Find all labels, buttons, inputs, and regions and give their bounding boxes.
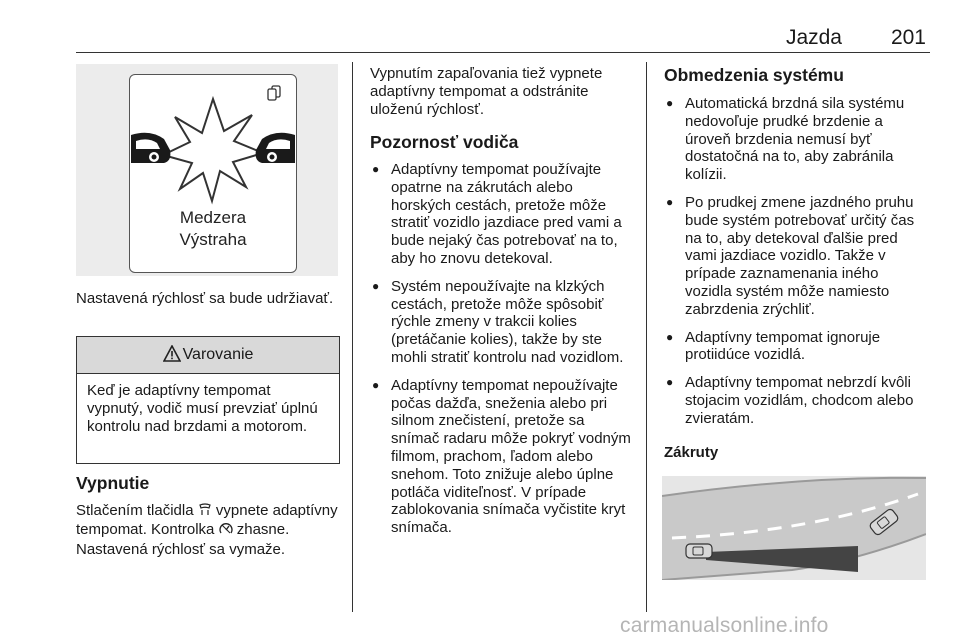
cruise-cancel-icon <box>198 503 212 521</box>
car-ego-icon <box>686 544 712 558</box>
column-divider <box>646 62 647 612</box>
copy-icon <box>268 86 280 100</box>
curve-figure <box>662 476 926 580</box>
section-title: Pozornosť vodiča <box>370 132 519 152</box>
paragraph: Vypnutím zapaľovania tiež vypnete adaptívny tempomat a odstránite uloženú rýchlosť. <box>370 65 603 118</box>
page-header <box>76 22 930 52</box>
column-divider <box>352 62 353 612</box>
text-run: Stlačením tlačidla <box>76 502 198 519</box>
section-vypnutie <box>76 472 340 559</box>
cruise-indicator-icon <box>219 522 233 541</box>
section-title: Obmedzenia systému <box>664 65 844 85</box>
list-item: ● Adaptívny tempomat používajte opatrne na zákrutách alebo horských cestách, pretože môže stratiť vozidlo jazdiace pred vami a bude nejaký čas potrebovať na to, aby ho znovu detekoval. <box>370 161 636 268</box>
chapter-title: Jazda <box>785 26 842 49</box>
impact-star-icon <box>163 99 263 201</box>
paragraph: Nastavená rýchlosť sa bude udržiavať. <box>76 290 334 307</box>
section-title: Vypnutie <box>76 473 150 493</box>
list-item: ● Adaptívny tempomat nebrzdí kvôli stojacim vozidlám, chodcom alebo zvieratám. <box>664 374 926 427</box>
bullet-list <box>370 161 636 537</box>
column-1 <box>76 290 340 308</box>
list-item: ● Po prudkej zmene jazdného pruhu bude systém potrebovať určitý čas na to, aby detekoval ďalšie pred vami jazdiace vozidlo. Takže v prípade zaznamenania iného vozidla systém môže namiesto zabrzdenia zrýchliť. <box>664 194 926 319</box>
warning-title: Varovanie <box>182 346 254 363</box>
list-item: ● Adaptívny tempomat nepoužívajte počas dažďa, sneženia alebo pri silnom znečistení, pretože sa snímač radaru môže pokryť vodným filmom, prachom, ľadom alebo snehom. Toto znižuje alebo úplne potláča viditeľnosť. V prípade zablokovania snímača vyčistite kryt snímača. <box>370 377 636 537</box>
text-run: vypnete adaptívny tempomat. Kontrolka <box>76 502 338 538</box>
paragraph <box>76 502 340 559</box>
watermark: carmanualsonline.info <box>620 614 829 637</box>
list-item: ● Automatická brzdná sila systému nedovoľuje prudké brzdenie a úroveň brzdenia nemusí byť dostatočná na to, aby zabránila kolízii. <box>664 95 926 184</box>
display-label-line1: Medzera <box>179 208 247 227</box>
warning-box <box>76 336 340 464</box>
header-rule <box>76 52 930 53</box>
warning-header <box>77 337 339 374</box>
warning-text: Keď je adaptívny tempomat vypnutý, vodič musí prevziať úplnú kontrolu nad brzdami a motorom. <box>87 382 318 435</box>
list-item: ● Adaptívny tempomat ignoruje protiidúce vozidlá. <box>664 329 926 365</box>
car-left-icon <box>131 133 170 163</box>
curve-illustration <box>662 476 926 580</box>
list-item: ● Systém nepoužívajte na klzkých cestách, pretože môže spôsobiť rýchle zmeny v trakcii kolies (pretáčanie kolies), takže by ste mohli stratiť kontrolu nad vozidlom. <box>370 278 636 367</box>
warning-triangle-icon <box>163 340 181 376</box>
car-right-icon <box>256 133 295 163</box>
collision-illustration <box>130 75 296 272</box>
page-number: 201 <box>890 26 926 49</box>
text-run: zhasne. Nastavená rýchlosť sa vymaže. <box>76 521 290 558</box>
column-2 <box>370 62 636 537</box>
display-label-line2: Výstraha <box>179 230 247 249</box>
bullet-list <box>664 95 926 428</box>
display-panel <box>129 74 297 273</box>
column-3 <box>664 62 930 462</box>
subsection-title: Zákruty <box>664 443 719 461</box>
